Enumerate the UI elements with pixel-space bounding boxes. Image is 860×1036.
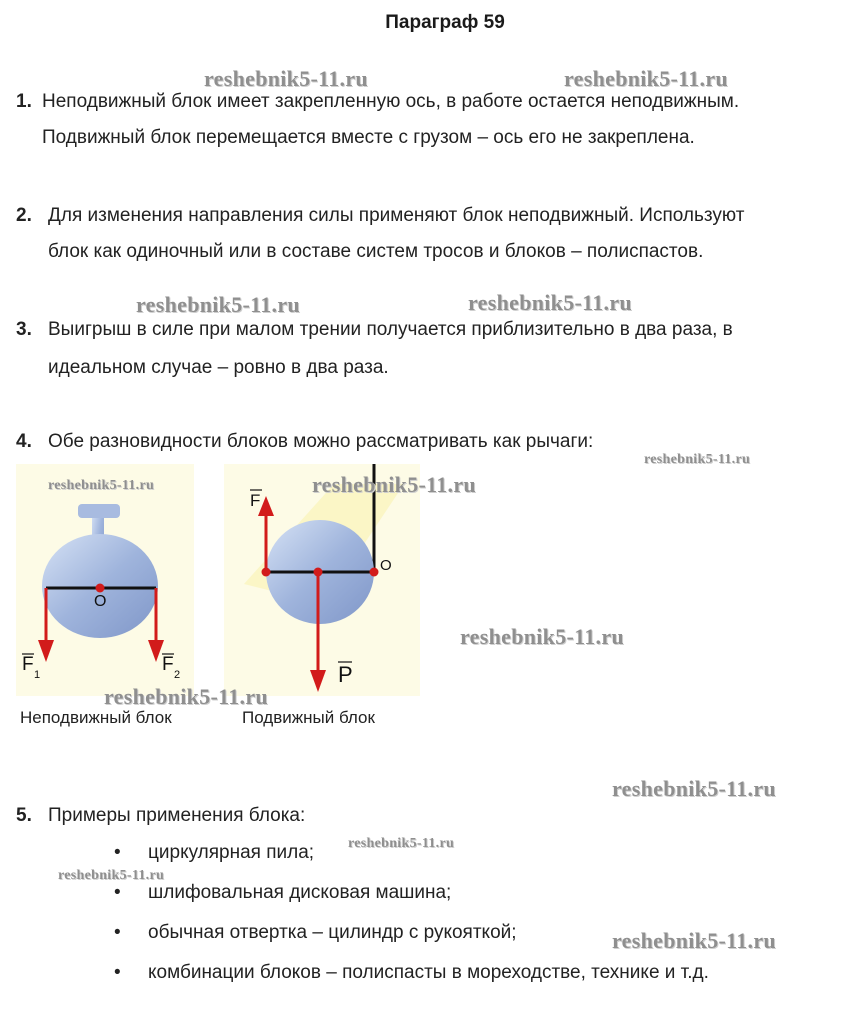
list-item [114,842,315,864]
force-p-label: P [338,662,353,687]
watermark: reshebnik5-11.ru [468,290,632,315]
answer-line: Для изменения направления силы применяют блок неподвижный. Используют [48,205,745,226]
answer-line: Подвижный блок перемещается вместе с грузом – ось его не закреплена. [42,127,695,148]
watermark: reshebnik5-11.ru [58,868,165,883]
force-f2-subscript: 2 [174,669,181,681]
question-number: 1. [16,91,32,112]
watermark: reshebnik5-11.ru [564,66,728,91]
watermark: reshebnik5-11.ru [644,452,751,467]
center-point [314,568,323,577]
watermark: reshebnik5-11.ru [204,66,368,91]
lever-point [262,568,271,577]
watermark: reshebnik5-11.ru [48,478,155,493]
bullet-icon: • [114,842,121,863]
answer-line: Выигрыш в силе при малом трении получается приблизительно в два раза, в [48,319,733,340]
watermark: reshebnik5-11.ru [460,624,624,649]
axis-label: O [380,557,392,574]
list-item-text: комбинации блоков – полиспасты в мореходстве, технике и т.д. [148,962,709,983]
force-up-label: F [250,491,261,510]
movable-pulley-diagram [224,464,420,696]
answer-line: идеальном случае – ровно в два раза. [48,357,389,378]
question-number: 5. [16,805,32,826]
answer-line: Обе разновидности блоков можно рассматривать как рычаги: [48,431,594,452]
watermark: reshebnik5-11.ru [136,292,300,317]
answer-line: блок как одиночный или в составе систем тросов и блоков – полиспастов. [48,241,704,262]
watermark: reshebnik5-11.ru [612,928,776,953]
question-number: 3. [16,319,32,340]
question-number: 2. [16,205,32,226]
list-item-text: шлифовальная дисковая машина; [148,882,452,903]
watermark: reshebnik5-11.ru [348,836,455,851]
bullet-icon: • [114,922,121,943]
answer-line: Неподвижный блок имеет закрепленную ось, в работе остается неподвижным. [42,91,740,112]
axis-point [370,568,379,577]
force-f2-label: F [162,654,174,675]
page-title: Параграф 59 [385,12,505,33]
list-item-text: циркулярная пила; [148,842,315,863]
question-number: 4. [16,431,32,452]
watermark: reshebnik5-11.ru [104,684,268,709]
pulley-handle-top [78,504,120,518]
fixed-pulley-diagram [16,464,194,696]
list-item-text: обычная отвертка – цилиндр с рукояткой; [148,922,517,943]
fixed-pulley-caption: Неподвижный блок [20,708,172,727]
list-item [114,882,452,904]
axis-label: O [94,593,107,610]
list-item [114,922,517,944]
axis-point [96,584,105,593]
list-item [114,962,709,984]
watermark: reshebnik5-11.ru [312,472,476,497]
bullet-icon: • [114,882,121,903]
movable-pulley-caption: Подвижный блок [242,708,375,727]
answer-line: Примеры применения блока: [48,805,306,826]
watermark: reshebnik5-11.ru [612,776,776,801]
force-f1-subscript: 1 [34,669,41,681]
bullet-icon: • [114,962,121,983]
force-f1-label: F [22,654,34,675]
